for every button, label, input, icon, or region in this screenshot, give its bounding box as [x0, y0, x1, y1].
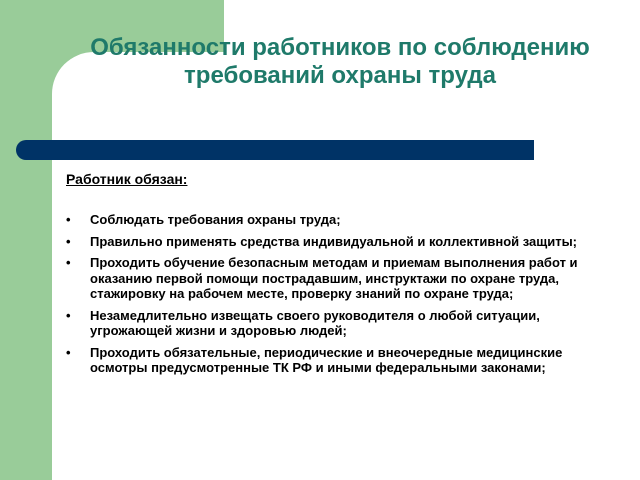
slide-title: Обязанности работников по соблюдению требований охраны труда	[90, 34, 590, 89]
list-item	[66, 255, 596, 302]
title-divider-bar	[16, 140, 534, 160]
bullet-icon: •	[66, 212, 71, 227]
list-item-text: Соблюдать требования охраны труда;	[90, 212, 341, 227]
list-item	[66, 308, 596, 339]
list-item	[66, 212, 596, 228]
bullet-icon: •	[66, 255, 71, 270]
duties-list	[66, 212, 596, 376]
list-item	[66, 234, 596, 250]
bullet-icon: •	[66, 307, 71, 323]
slide-subtitle: Работник обязан:	[66, 171, 188, 187]
list-item-text: Незамедлительно извещать своего руководителя о любой ситуации, угрожающей жизни и здоровью людей;	[90, 307, 540, 338]
bullet-icon: •	[66, 344, 71, 360]
list-item	[66, 345, 596, 376]
left-decor-band	[0, 0, 52, 480]
bullet-icon: •	[66, 233, 71, 249]
list-item-text: Проходить обязательные, периодические и внеочередные медицинские осмотры предусмотренные ТК РФ и иными федеральными законами;	[90, 344, 563, 375]
slide-content	[66, 170, 596, 382]
list-item-text: Проходить обучение безопасным методам и приемам выполнения работ и оказанию первой помощи пострадавшим, инструктажи по охране труда, стажировку на рабочем месте, проверку знаний по охране труда;	[90, 255, 578, 301]
list-item-text: Правильно применять средства индивидуальной и коллективной защиты;	[90, 233, 578, 249]
